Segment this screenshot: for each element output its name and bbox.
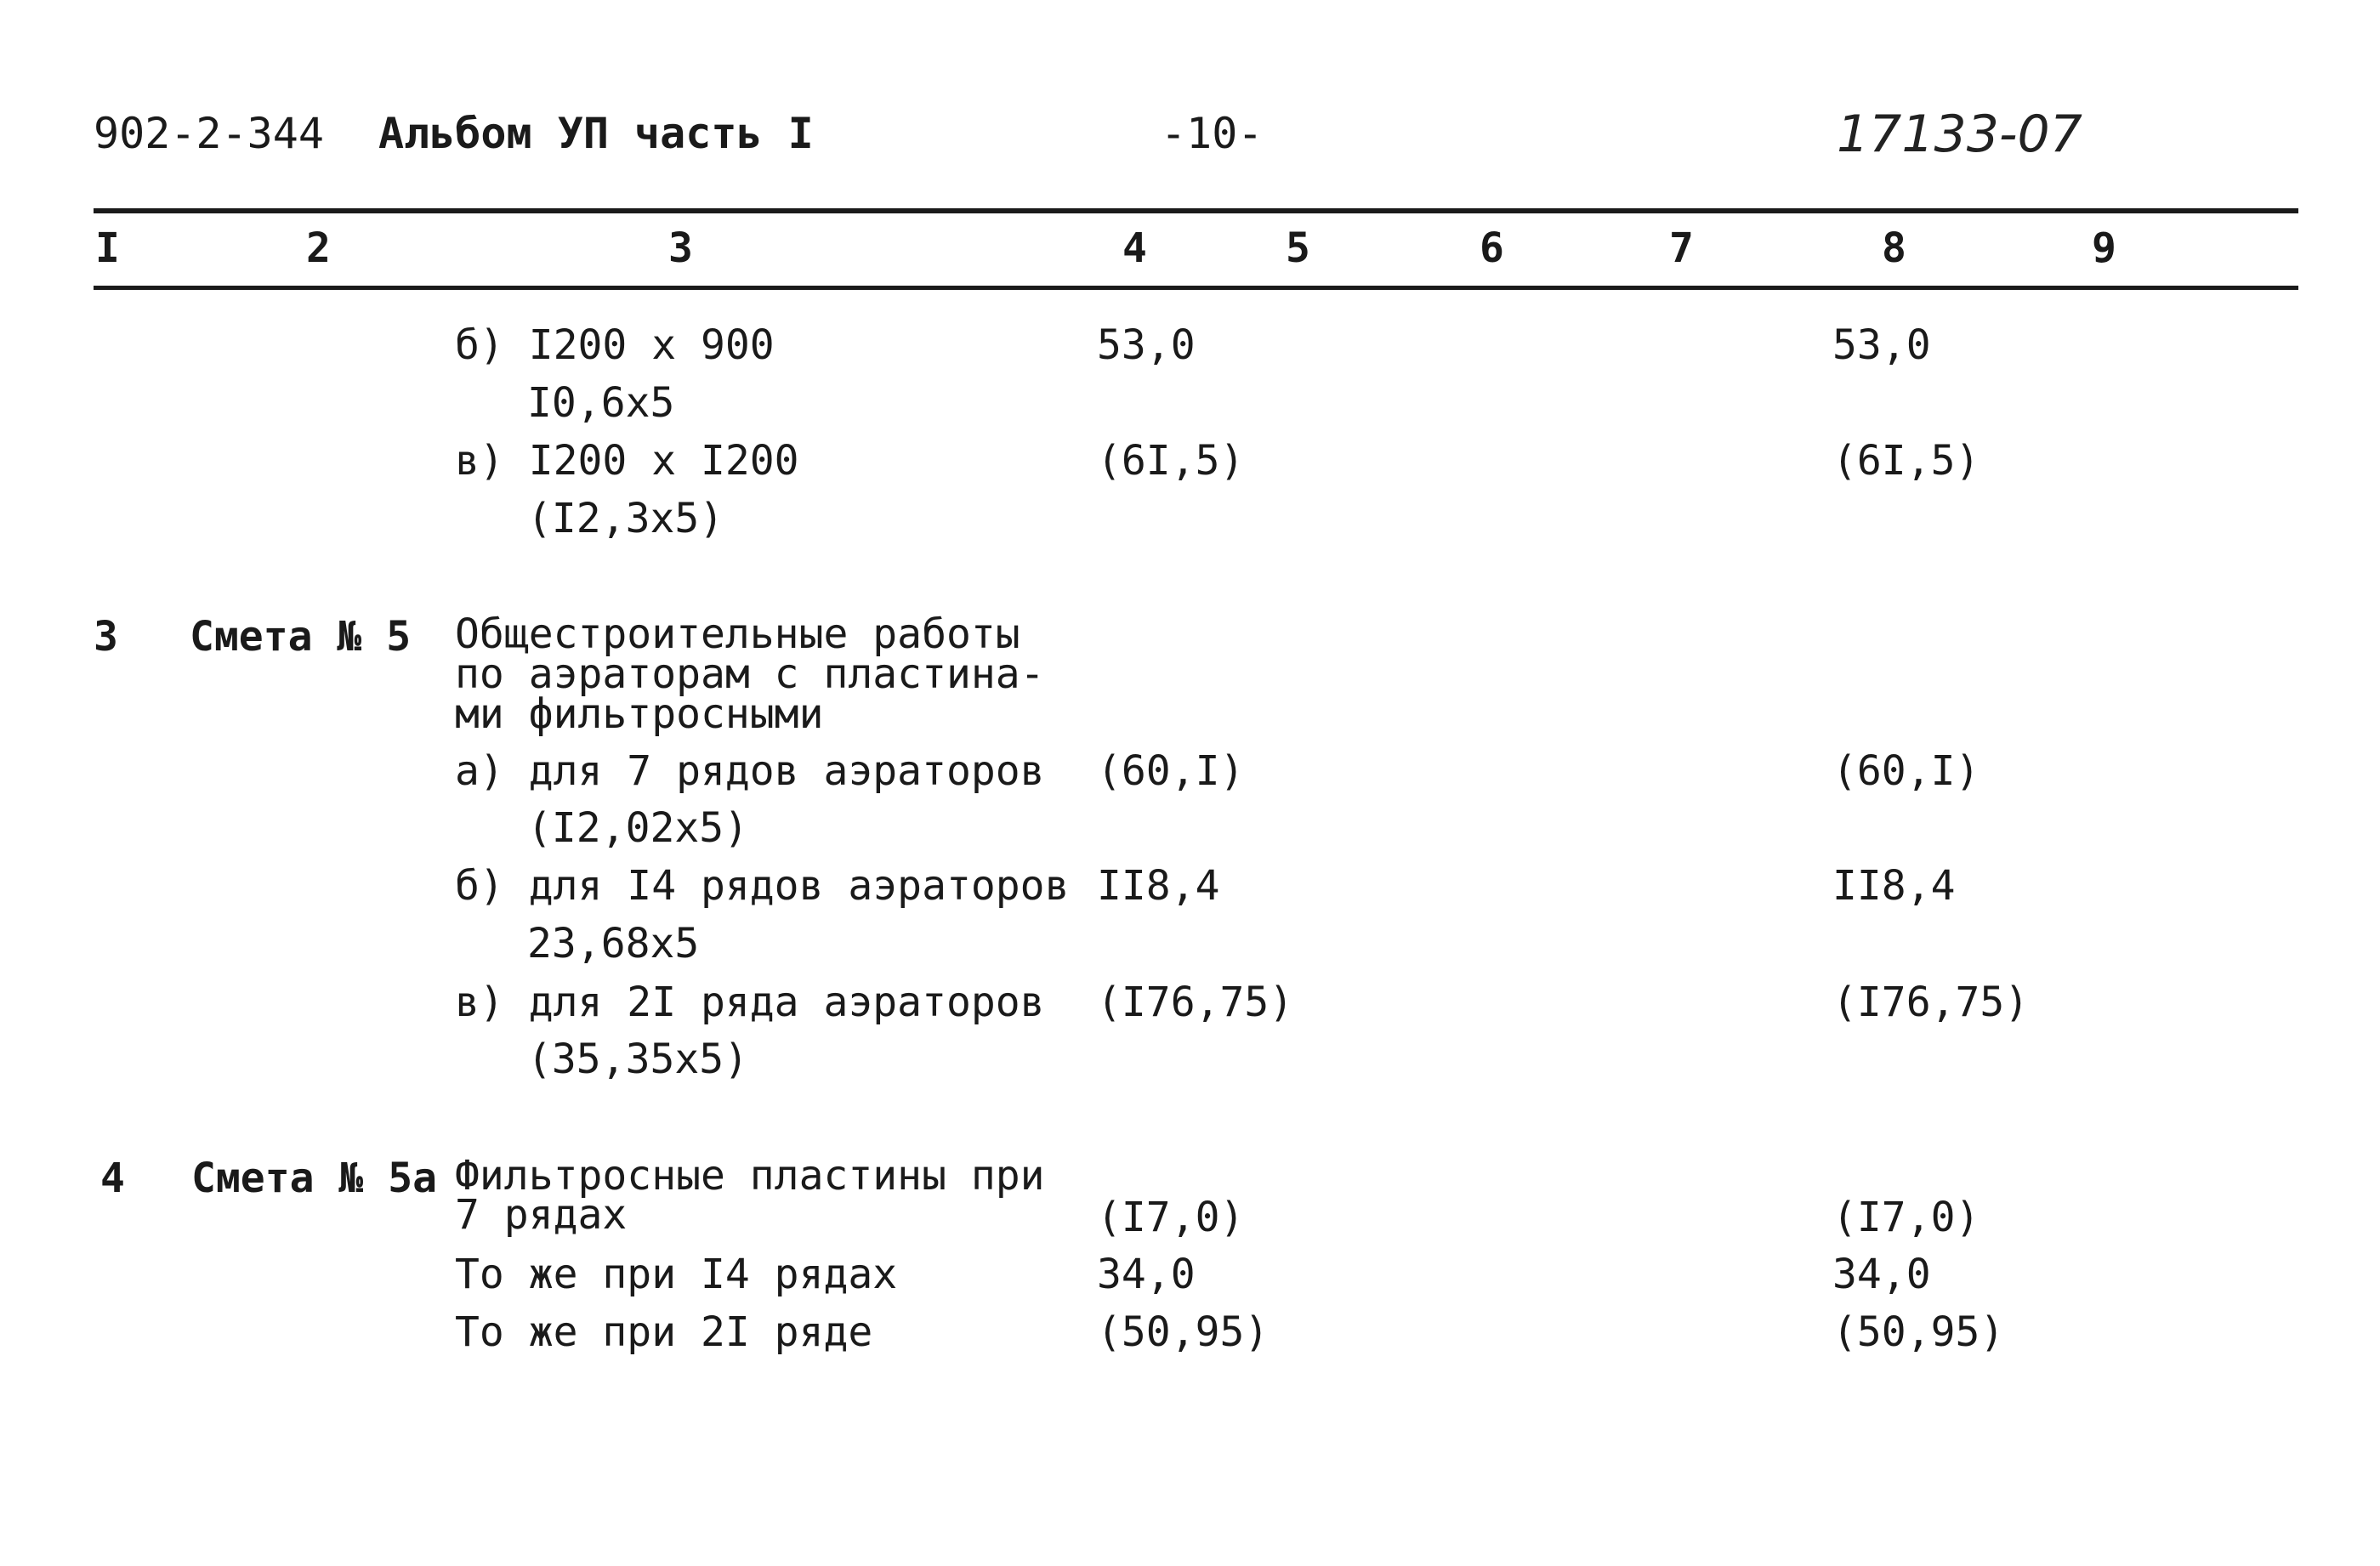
col8-value: (I7,0) [1832,1194,1980,1241]
row-description: в) для 2I ряда аэраторов [455,979,1045,1026]
row-description: То же при 2I ряде [455,1308,873,1356]
column-number: 7 [1669,224,1694,272]
column-number: I [95,224,120,272]
col4-value: 53,0 [1097,321,1196,369]
row-description: в) I200 x I200 [455,437,799,485]
column-number: 2 [306,224,331,272]
col8-value: (60,I) [1832,747,1980,795]
col8-value: 34,0 [1832,1251,1931,1298]
column-number: 6 [1480,224,1504,272]
row-description: а) для 7 рядов аэраторов [455,747,1045,795]
section-title: Фильтросные пластины при [455,1152,1045,1200]
column-number: 8 [1882,224,1906,272]
col8-value: (50,95) [1832,1308,2005,1356]
row-description: То же при I4 рядах [455,1251,898,1298]
section-title: Общестроительные работы [455,610,1020,658]
document-number: 17133-07 [1837,105,2082,164]
table-top-rule [94,208,2298,213]
page-number: -10- [1161,109,1264,158]
album-title: Альбом УП часть I [378,109,814,158]
row-subdescription: 23,68x5 [527,920,700,967]
col4-value: (6I,5) [1097,437,1245,485]
row-subdescription: I0,6x5 [527,379,675,427]
row-subdescription: (I2,3x5) [527,495,724,542]
section-title: ми фильтросными [455,690,824,738]
row-subdescription: (I2,02x5) [527,804,749,852]
estimate-reference: Смета № 5а [191,1155,437,1202]
project-code: 902-2-344 [94,109,324,158]
column-number: 3 [668,224,693,272]
col8-value: 53,0 [1832,321,1931,369]
col4-value: (60,I) [1097,747,1245,795]
col4-value: (50,95) [1097,1308,1270,1356]
column-number: 9 [2092,224,2116,272]
column-number: 5 [1286,224,1310,272]
section-title: по аэраторам с пластина- [455,650,1045,698]
section-number: 4 [100,1155,125,1202]
estimate-reference: Смета № 5 [190,613,412,661]
col8-value: (6I,5) [1832,437,1980,485]
row-subdescription: (35,35x5) [527,1035,749,1083]
table-header-rule [94,286,2298,290]
row-description: б) I200 x 900 [455,321,775,369]
section-title: 7 рядах [455,1191,628,1239]
col4-value: II8,4 [1097,862,1220,910]
col8-value: (I76,75) [1832,979,2030,1026]
section-number: 3 [94,613,118,661]
col4-value: (I76,75) [1097,979,1294,1026]
col4-value: (I7,0) [1097,1194,1245,1241]
row-description: б) для I4 рядов аэраторов [455,862,1070,910]
col8-value: II8,4 [1832,862,1956,910]
column-number: 4 [1122,224,1147,272]
col4-value: 34,0 [1097,1251,1196,1298]
